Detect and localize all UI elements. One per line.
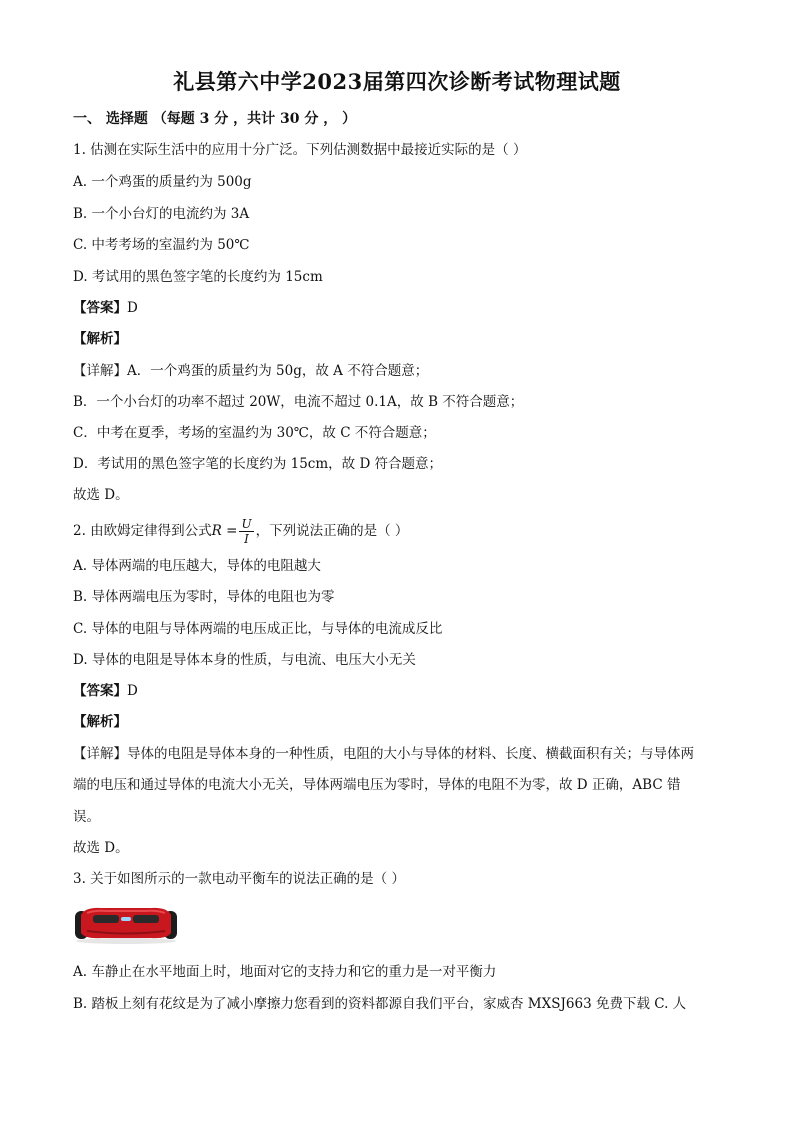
q1-detail-2: B．一个小台灯的功率不超过 20W，电流不超过 0.1A，故 B 不符合题意； [73, 394, 524, 410]
hoverboard-image [73, 903, 179, 945]
q1-answer-value: D [127, 300, 138, 316]
q1-detail-4: D．考试用的黑色签字笔的长度约为 15cm，故 D 符合题意； [73, 456, 443, 472]
q2-option-b: B. 导体两端电压为零时，导体的电阻也为零 [73, 589, 335, 605]
q2-answer-value: D [127, 683, 138, 699]
q1-option-b: B. 一个小台灯的电流约为 3A [73, 206, 250, 222]
q3-option-b: B. 踏板上刻有花纹是为了减小摩擦力您看到的资料都源自我们平台，家威杏 MXSJ663 免费下载 C. 人 [73, 996, 687, 1012]
q1-option-d: D. 考试用的黑色签字笔的长度约为 15cm [73, 269, 323, 285]
q1-detail-3: C．中考在夏季，考场的室温约为 30℃，故 C 不符合题意； [73, 425, 436, 441]
q2-analysis-label: 【解析】 [73, 714, 127, 730]
q3-stem: 3. 关于如图所示的一款电动平衡车的说法正确的是（ ） [73, 871, 405, 887]
q2-stem [73, 517, 408, 546]
q1-conclusion: 故选 D。 [73, 487, 129, 503]
q2-conclusion: 故选 D。 [73, 840, 129, 856]
q1-detail-1: 【详解】A．一个鸡蛋的质量约为 50g，故 A 不符合题意； [73, 363, 429, 379]
q2-option-d: D. 导体的电阻是导体本身的性质，与电流、电压大小无关 [73, 652, 416, 668]
q2-stem-after: ，下列说法正确的是（ ） [255, 523, 409, 539]
q1-answer [73, 299, 138, 317]
page-title: 礼县第六中学2023届第四次诊断考试物理试题 [173, 69, 621, 94]
q2-detail-1: 【详解】导体的电阻是导体本身的一种性质，电阻的大小与导体的材料、长度、横截面积有关；与导体两 [73, 746, 694, 762]
q2-detail-2: 端的电压和通过导体的电流大小无关，导体两端电压为零时，导体的电阻不为零，故 D 正确，ABC 错 [73, 777, 681, 793]
q2-option-c: C. 导体的电阻与导体两端的电压成正比，与导体的电流成反比 [73, 621, 443, 637]
q2-detail-3: 误。 [73, 809, 100, 825]
q1-answer-label: 【答案】 [73, 300, 127, 316]
q2-answer-label: 【答案】 [73, 683, 127, 699]
q3-option-a: A. 车静止在水平地面上时，地面对它的支持力和它的重力是一对平衡力 [73, 964, 497, 980]
q2-formula-lhs: R = [211, 523, 238, 539]
section-heading: 一、 选择题 （每题 3 分 ，共计 30 分 ， ） [73, 111, 357, 127]
q2-answer [73, 682, 138, 700]
q2-formula-denominator: I [244, 532, 249, 546]
q1-analysis-label: 【解析】 [73, 331, 127, 347]
q2-stem-before: 2. 由欧姆定律得到公式 [73, 523, 212, 539]
q2-formula-numerator: U [241, 517, 252, 531]
q1-option-a: A. 一个鸡蛋的质量约为 500g [73, 174, 252, 190]
q1-option-c: C. 中考考场的室温约为 50℃ [73, 237, 250, 253]
q2-option-a: A. 导体两端的电压越大，导体的电阻越大 [73, 558, 321, 574]
q2-formula-fraction [239, 517, 253, 546]
q1-stem: 1. 估测在实际生活中的应用十分广泛。下列估测数据中最接近实际的是（ ） [73, 142, 527, 158]
